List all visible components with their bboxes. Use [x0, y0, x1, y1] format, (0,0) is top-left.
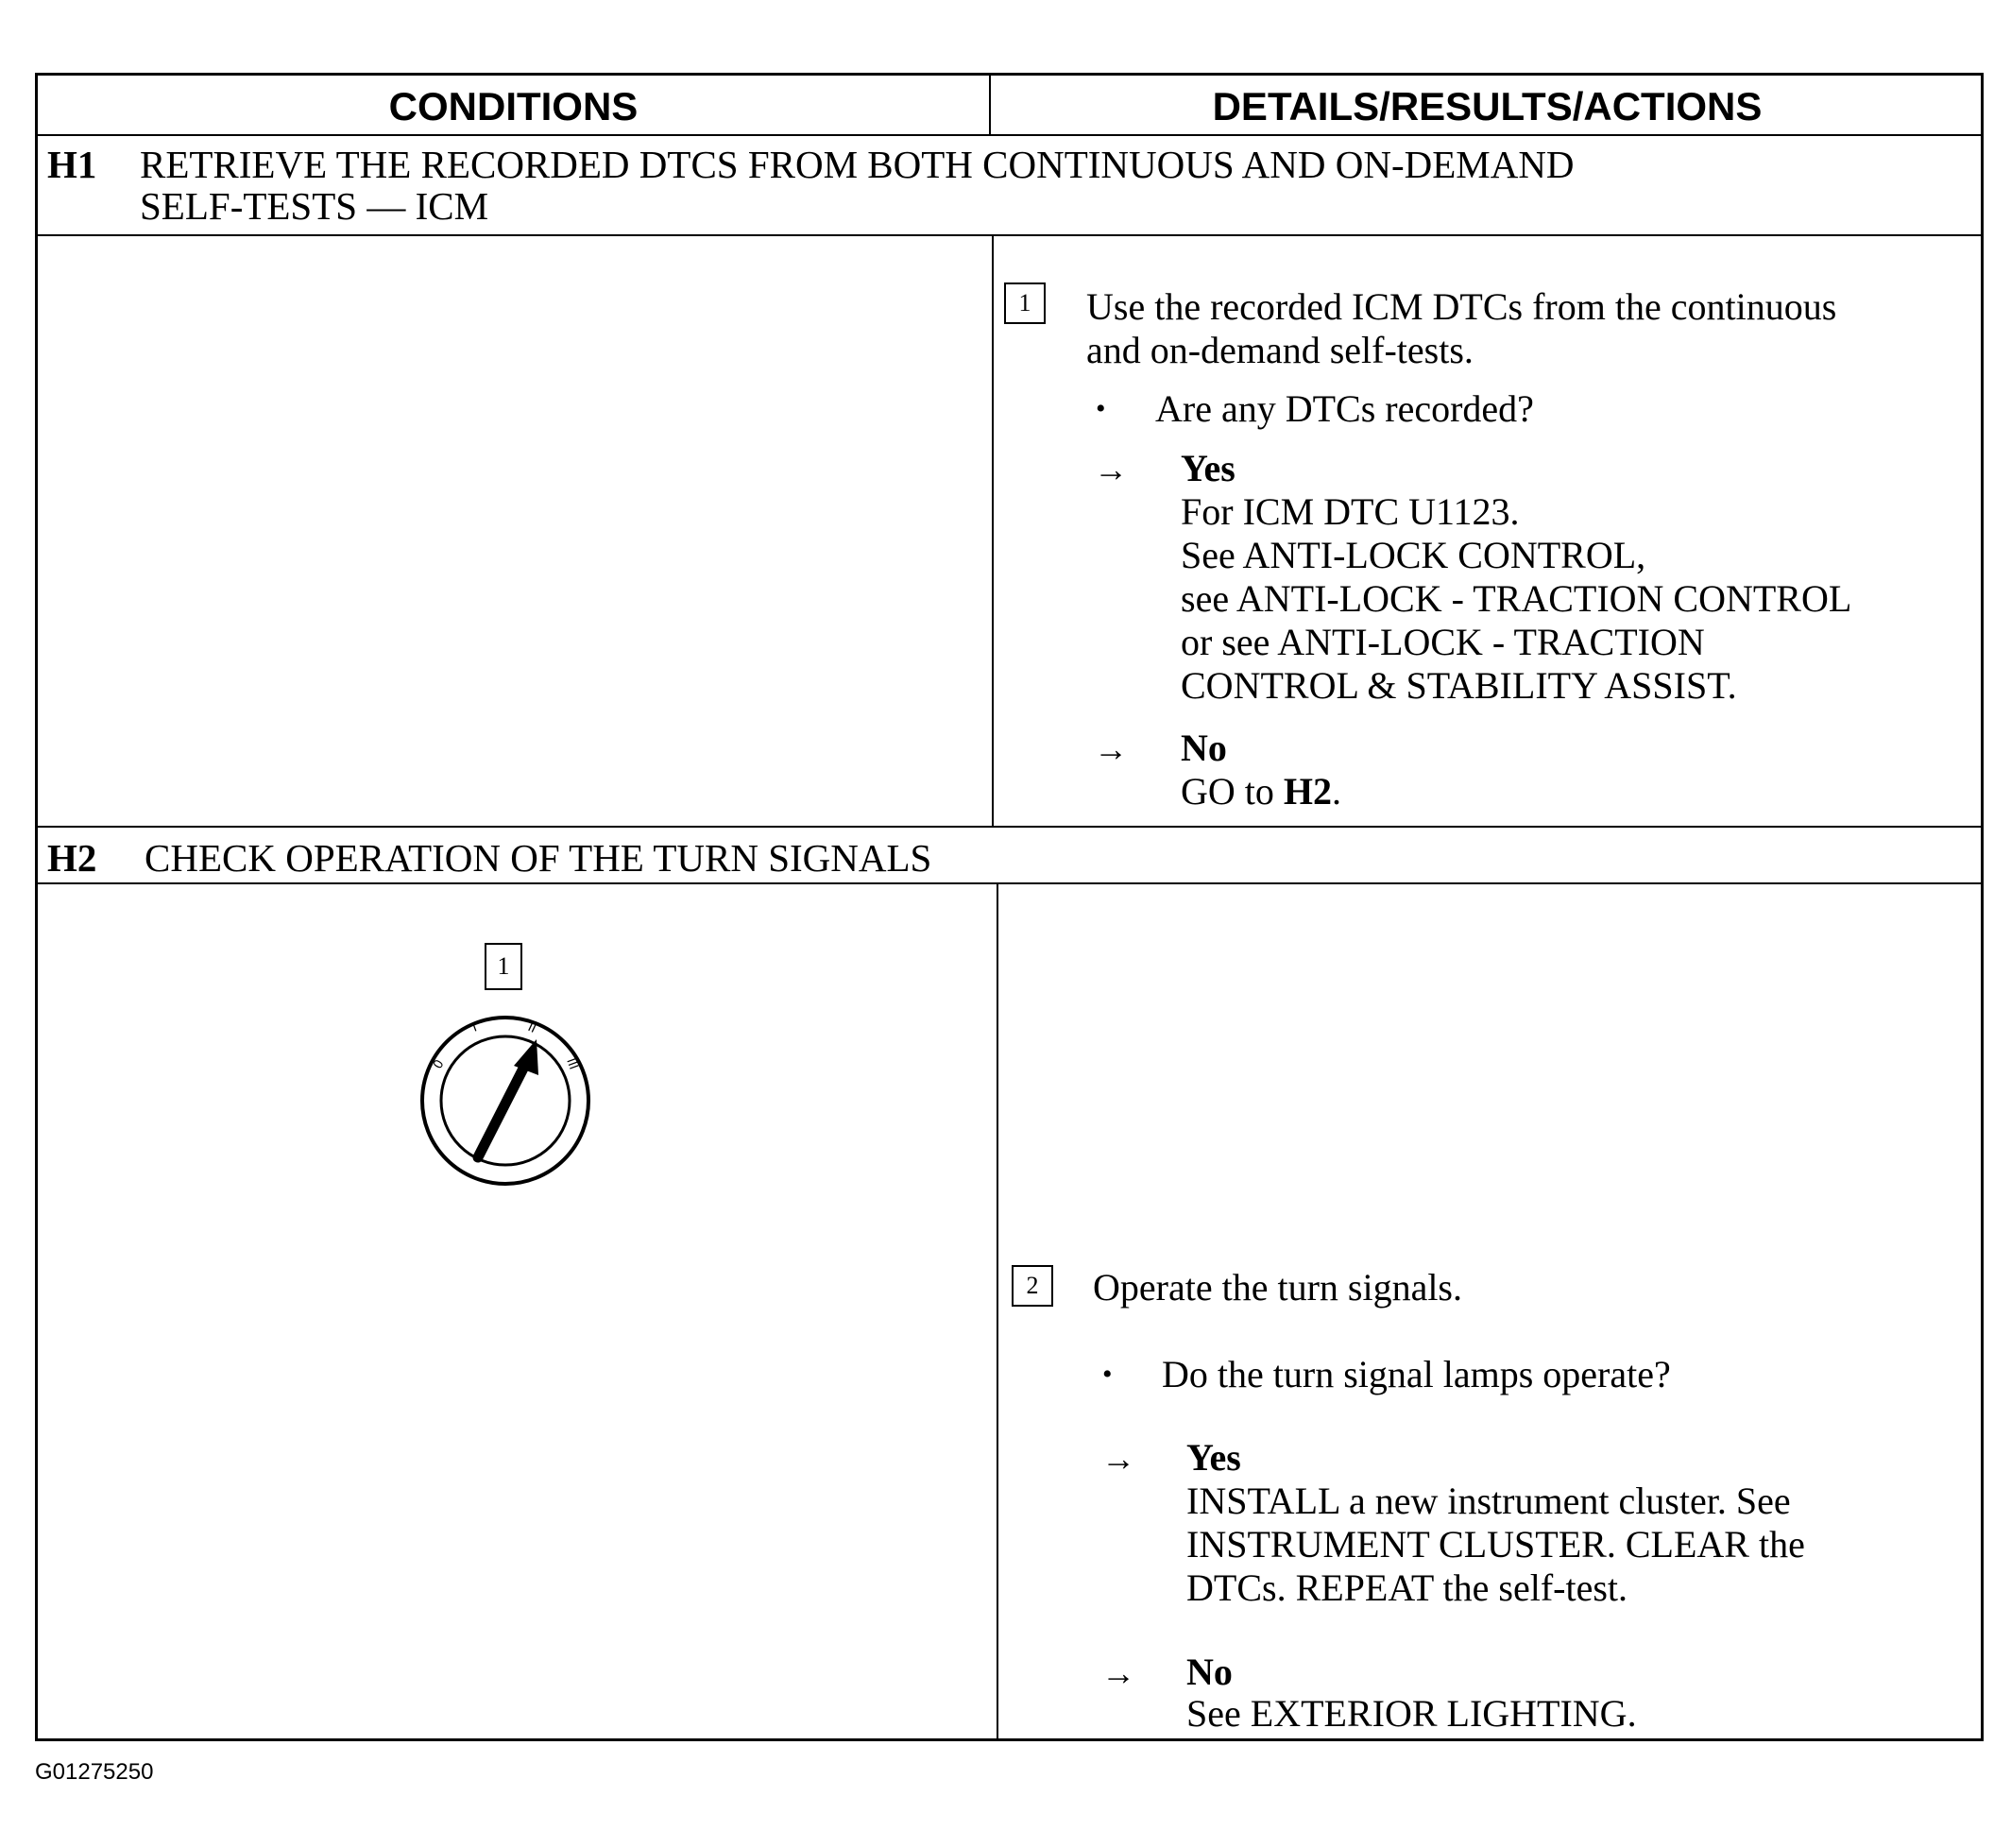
ignition-key-pointer: [478, 1063, 526, 1157]
h1-question: Are any DTCs recorded?: [1155, 387, 1534, 430]
h1-title-rule: [38, 234, 1981, 236]
h2-step-number: 2: [1012, 1265, 1053, 1307]
h1-yes-line: see ANTI-LOCK - TRACTION CONTROL: [1181, 577, 1852, 620]
ignition-position-0: 0: [429, 1056, 447, 1071]
h1-yes-arrow: →: [1094, 451, 1128, 488]
h1-divider: [992, 234, 994, 826]
h2-yes-line: INSTALL a new instrument cluster. See: [1186, 1480, 1791, 1522]
header-divider: [989, 76, 991, 134]
h2-yes-line: DTCs. REPEAT the self-test.: [1186, 1566, 1628, 1609]
h1-yes-line: For ICM DTC U1123.: [1181, 490, 1520, 533]
h1-instruction-line2: and on-demand self-tests.: [1086, 329, 1474, 371]
h1-title-line1: RETRIEVE THE RECORDED DTCS FROM BOTH CONTINUOUS AND ON-DEMAND: [140, 143, 1575, 186]
h2-step-id: H2: [47, 836, 97, 880]
h2-figure-step-number: 1: [485, 943, 522, 990]
h2-yes-arrow: →: [1101, 1440, 1135, 1478]
h2-bullet: •: [1102, 1359, 1113, 1390]
h1-title-line2: SELF-TESTS — ICM: [140, 184, 489, 228]
ignition-position-1: I: [469, 1018, 479, 1035]
h2-divider: [997, 882, 998, 1741]
h1-no-label: No: [1181, 727, 1227, 769]
h1-instruction-line1: Use the recorded ICM DTCs from the continuous: [1086, 285, 1837, 328]
h1-bottom-rule: [38, 826, 1981, 828]
ignition-switch-diagram: [416, 1011, 595, 1190]
h1-yes-line: See ANTI-LOCK CONTROL,: [1181, 534, 1646, 576]
h2-no-label: No: [1186, 1651, 1233, 1693]
h2-yes-line: INSTRUMENT CLUSTER. CLEAR the: [1186, 1523, 1805, 1566]
figure-id-caption: G01275250: [35, 1759, 154, 1785]
header-rule: [38, 134, 1981, 136]
h2-yes-label: Yes: [1186, 1436, 1241, 1479]
h1-yes-label: Yes: [1181, 447, 1236, 489]
h1-bullet: •: [1096, 393, 1106, 424]
h2-no-line: See EXTERIOR LIGHTING.: [1186, 1692, 1637, 1735]
conditions-header: CONDITIONS: [388, 84, 639, 128]
h1-no-text: GO to H2.: [1181, 770, 1342, 813]
h1-step-id: H1: [47, 143, 97, 186]
h2-title: CHECK OPERATION OF THE TURN SIGNALS: [145, 836, 932, 880]
details-header: DETAILS/RESULTS/ACTIONS: [1212, 84, 1763, 128]
diagnostic-table: [35, 73, 1984, 1741]
h1-yes-line: or see ANTI-LOCK - TRACTION: [1181, 621, 1705, 663]
h2-instruction: Operate the turn signals.: [1093, 1266, 1462, 1309]
h1-yes-line: CONTROL & STABILITY ASSIST.: [1181, 664, 1737, 707]
ignition-position-3: III: [564, 1055, 583, 1071]
h1-step-number: 1: [1004, 282, 1046, 324]
ignition-position-2: II: [525, 1018, 539, 1036]
h2-title-rule: [38, 882, 1981, 884]
h1-no-arrow: →: [1094, 730, 1128, 768]
h2-question: Do the turn signal lamps operate?: [1162, 1353, 1671, 1395]
h2-no-arrow: →: [1101, 1654, 1135, 1692]
